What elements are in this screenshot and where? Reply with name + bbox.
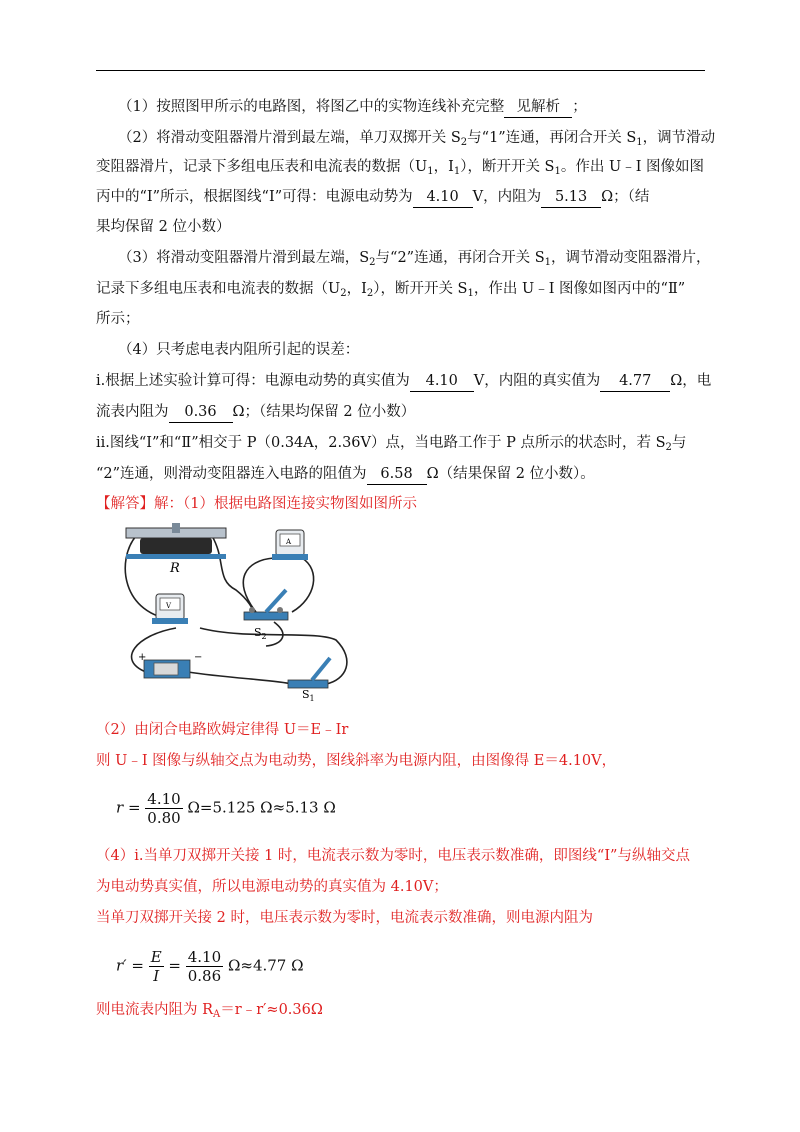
q1-line: （1）按照图甲所示的电路图，将图乙中的实物连线补充完整 见解析 ； — [118, 97, 587, 118]
q3-line-2: 记录下多组电压表和电流表的数据（$U_2$，$I_2$），断开开关 $S_1$，作出 U﹣I 图像如图丙中的“Ⅱ” — [96, 281, 686, 299]
q2-line-1: （2）将滑动变阻器滑片滑到最左端，单刀双掷开关 $S_2$与“1”连通，再闭合开关 $S_1$，调节滑动 — [118, 130, 716, 148]
rheostat-label: R — [170, 561, 180, 576]
q3-line-1: （3）将滑动变阻器滑片滑到最左端，$S_2$与“2”连通，再闭合开关 $S_1$，调节滑动变阻器滑片， — [118, 250, 711, 268]
q4-rp-answer: 6.58 — [367, 464, 427, 485]
solution-step-4a: （4）i.当单刀双掷开关接 1 时，电流表示数为零时，电压表示数准确，即图线“I”与纵轴交点 — [96, 848, 690, 864]
battery-plus: + — [138, 652, 147, 663]
q2-r-answer: 5.13 — [541, 187, 601, 208]
q2-line-3: 丙中的“I”所示，根据图线“Ⅰ”可得：电源电动势为 4.10 V，内阻为 5.13 Ω；（结 — [96, 187, 649, 208]
q2-line-2: 变阻器滑片，记录下多组电压表和电流表的数据（$U_1$，$I_1$），断开开关 $S_1$。作出 U﹣I 图像如图 — [96, 159, 705, 177]
formula-r-prime: r′ = $\frac{E}{I}$ = $\frac{4.10}{0.86}$ Ω≈4.77 Ω — [116, 948, 304, 985]
formula-r: r = $\frac{4.10}{0.80}$ Ω=5.125 Ω≈5.13 Ω — [116, 790, 336, 827]
solution-step-2b: 则 U﹣I 图像与纵轴交点为电动势，图线斜率为电源内阻，由图像得 E＝4.10V， — [96, 753, 617, 769]
solution-step-4c: 当单刀双掷开关接 2 时，电压表示数为零时，电流表示数准确，则电源内阻为 — [96, 910, 593, 926]
q3-line-3: 所示； — [96, 311, 140, 327]
battery-icon — [144, 660, 190, 678]
solution-header: 【解答】解：（1）根据电路图连接实物图如图所示 — [96, 496, 417, 512]
s2-label: $S_2$ — [254, 626, 267, 641]
solution-step-4d: 则电流表内阻为 $R_A=r﹣r'\approx 0.36\Omega$ — [96, 1002, 323, 1020]
circuit-figure — [116, 520, 356, 703]
q4-line-1: （4）只考虑电表内阻所引起的误差： — [118, 342, 360, 358]
q4-true-emf-answer: 4.10 — [410, 371, 474, 392]
voltmeter-label: V — [166, 602, 172, 610]
q4-i-line-2: 流表内阻为 0.36 Ω；（结果均保留 2 位小数） — [96, 402, 415, 423]
q4-ii-line-2: “2”连通，则滑动变阻器连入电路的阻值为 6.58 Ω（结果保留 2 位小数）。 — [96, 464, 595, 485]
q1-answer: 见解析 — [504, 97, 572, 118]
q2-line-4: 果均保留 2 位小数） — [96, 219, 231, 235]
solution-step-4b: 为电动势真实值，所以电源电动势的真实值为 4.10V； — [96, 879, 448, 895]
ammeter-label: A — [286, 538, 292, 546]
q4-true-r-answer: 4.77 — [600, 371, 670, 392]
q4-ii-line-1: ii.图线“Ⅰ”和“Ⅱ”相交于 P（0.34A，2.36V）点，当电路工作于 P 点所示的状态时，若 $S_2$与 — [96, 435, 687, 453]
solution-step-2: （2）由闭合电路欧姆定律得 U＝E﹣Ir — [96, 722, 349, 738]
q4-ra-answer: 0.36 — [169, 402, 233, 423]
rheostat-icon — [126, 523, 226, 559]
s1-label: $S_1$ — [302, 688, 315, 703]
header-rule — [96, 70, 705, 71]
battery-minus: − — [194, 652, 203, 663]
q2-emf-answer: 4.10 — [413, 187, 473, 208]
q4-i-line-1: i.根据上述实验计算可得：电源电动势的真实值为 4.10 V，内阻的真实值为 4.77 Ω，电 — [96, 371, 711, 392]
circuit-diagram — [116, 520, 356, 703]
switch-s1-icon — [288, 658, 330, 688]
